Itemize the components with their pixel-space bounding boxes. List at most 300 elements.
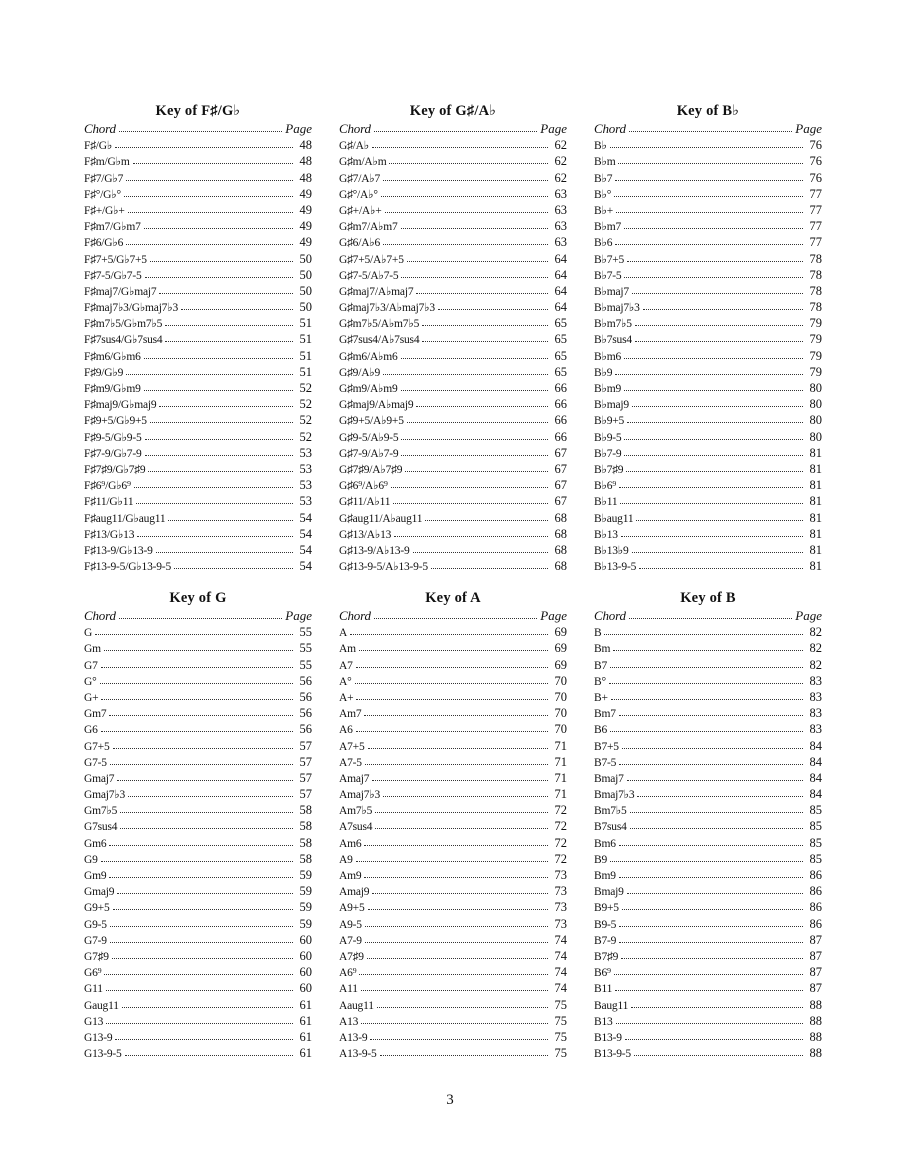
leader-dots bbox=[109, 867, 293, 878]
chord-page-number: 69 bbox=[554, 657, 567, 672]
chord-name: A13-9-5 bbox=[339, 1048, 377, 1061]
chord-column-header: Chord bbox=[84, 608, 116, 623]
chord-name: Bm bbox=[594, 643, 611, 656]
chord-page-number: 57 bbox=[299, 770, 312, 785]
chord-page-number: 50 bbox=[299, 251, 312, 266]
chord-row bbox=[339, 558, 567, 574]
chord-name: Amaj7♭3 bbox=[339, 789, 381, 802]
chord-page-number: 53 bbox=[299, 494, 312, 509]
leader-dots bbox=[394, 526, 548, 537]
chord-row bbox=[339, 218, 567, 234]
leader-dots bbox=[401, 429, 548, 440]
chord-name: B13-9-5 bbox=[594, 1048, 631, 1061]
chord-row bbox=[594, 331, 822, 347]
chord-page-number: 65 bbox=[554, 332, 567, 347]
leader-dots bbox=[422, 315, 548, 326]
chord-name: Aaug11 bbox=[339, 999, 374, 1012]
leader-dots bbox=[356, 721, 548, 732]
leader-dots bbox=[174, 558, 293, 569]
chord-page-number: 68 bbox=[554, 526, 567, 541]
chord-name: B7-9 bbox=[594, 934, 617, 947]
leader-dots bbox=[165, 331, 293, 342]
chord-row bbox=[594, 883, 822, 899]
chord-page-number: 56 bbox=[299, 706, 312, 721]
leader-dots bbox=[159, 283, 293, 294]
chord-name: B♭6⁹ bbox=[594, 480, 617, 493]
leader-dots bbox=[372, 883, 548, 894]
chord-row bbox=[84, 542, 312, 558]
leader-dots bbox=[615, 980, 803, 991]
chord-row bbox=[84, 818, 312, 834]
chord-row bbox=[84, 348, 312, 364]
leader-dots bbox=[389, 153, 548, 164]
leader-dots bbox=[604, 624, 803, 635]
page-column-header: Page bbox=[285, 608, 312, 623]
page-number: 3 bbox=[446, 1092, 454, 1108]
chord-page-number: 55 bbox=[299, 657, 312, 672]
chord-row bbox=[339, 899, 567, 915]
leader-dots bbox=[630, 818, 803, 829]
chord-page-number: 87 bbox=[809, 965, 822, 980]
chord-row bbox=[594, 315, 822, 331]
leader-dots bbox=[624, 380, 803, 391]
chord-name: B♭aug11 bbox=[594, 512, 634, 525]
chord-name: A7♯9 bbox=[339, 950, 364, 963]
chord-page-number: 49 bbox=[299, 202, 312, 217]
chord-name: B° bbox=[594, 675, 606, 688]
chord-column-header: Chord bbox=[594, 608, 626, 623]
leader-dots bbox=[401, 445, 548, 456]
chord-row bbox=[339, 412, 567, 428]
leader-dots bbox=[407, 251, 548, 262]
chord-name: G bbox=[84, 627, 93, 640]
section-title: Key of B♭ bbox=[676, 103, 740, 119]
chord-page-number: 82 bbox=[809, 625, 822, 640]
leader-dots bbox=[115, 1029, 293, 1040]
chord-column-header: Chord bbox=[594, 121, 626, 136]
chord-page-number: 70 bbox=[554, 706, 567, 721]
chord-page-number: 59 bbox=[299, 884, 312, 899]
chord-name: F♯6/G♭6 bbox=[84, 237, 124, 250]
chord-row bbox=[339, 1045, 567, 1061]
chord-page-number: 83 bbox=[809, 689, 822, 704]
chord-page-number: 71 bbox=[554, 770, 567, 785]
leader-dots bbox=[117, 883, 293, 894]
leader-dots bbox=[619, 835, 803, 846]
chord-row bbox=[339, 689, 567, 705]
chord-page-number: 76 bbox=[809, 170, 822, 185]
chord-page-number: 78 bbox=[809, 300, 822, 315]
chord-page-number: 75 bbox=[554, 1013, 567, 1028]
chord-row bbox=[84, 299, 312, 315]
chord-name: B♭7+5 bbox=[594, 253, 625, 266]
chord-row bbox=[339, 348, 567, 364]
chord-page-number: 75 bbox=[554, 1029, 567, 1044]
chord-page-number: 81 bbox=[809, 510, 822, 525]
chord-name: B♭13 bbox=[594, 528, 618, 541]
chord-name: Bmaj9 bbox=[594, 886, 624, 899]
chord-name: G6 bbox=[84, 724, 98, 737]
chord-page-number: 57 bbox=[299, 754, 312, 769]
chord-row bbox=[594, 980, 822, 996]
chord-page-number: 65 bbox=[554, 316, 567, 331]
chord-name: B7-5 bbox=[594, 756, 617, 769]
leader-dots bbox=[104, 964, 293, 975]
chord-row bbox=[339, 510, 567, 526]
chord-row bbox=[84, 997, 312, 1013]
chord-name: F♯9-5/G♭9-5 bbox=[84, 431, 142, 444]
chord-row bbox=[84, 558, 312, 574]
leader-dots bbox=[610, 657, 803, 668]
chord-row bbox=[339, 170, 567, 186]
chord-row bbox=[594, 640, 822, 656]
chord-page-number: 85 bbox=[809, 803, 822, 818]
chord-row bbox=[339, 932, 567, 948]
chord-page-number: 58 bbox=[299, 819, 312, 834]
chord-page-number: 73 bbox=[554, 900, 567, 915]
chord-row bbox=[594, 234, 822, 250]
chord-page-number: 81 bbox=[809, 542, 822, 557]
chord-row bbox=[84, 331, 312, 347]
chord-row bbox=[84, 186, 312, 202]
chord-page-number: 57 bbox=[299, 738, 312, 753]
chord-page-number: 72 bbox=[554, 803, 567, 818]
chord-name: Amaj7 bbox=[339, 772, 370, 785]
section-title: Key of F♯/G♭ bbox=[155, 103, 241, 119]
chord-row bbox=[339, 429, 567, 445]
leader-dots bbox=[145, 429, 293, 440]
leader-dots bbox=[621, 526, 803, 537]
leader-dots bbox=[383, 364, 548, 375]
chord-row bbox=[339, 251, 567, 267]
chord-page-number: 69 bbox=[554, 641, 567, 656]
chord-name: Bm7♭5 bbox=[594, 805, 627, 818]
chord-name: G♯maj9/A♭maj9 bbox=[339, 399, 414, 412]
chord-page-number: 68 bbox=[554, 559, 567, 574]
leader-dots bbox=[626, 461, 803, 472]
leader-dots bbox=[613, 640, 803, 651]
chord-name: F♯+/G♭+ bbox=[84, 204, 125, 217]
leader-dots bbox=[627, 883, 803, 894]
chord-name: Gmaj7♭3 bbox=[84, 789, 126, 802]
leader-dots bbox=[148, 461, 293, 472]
chord-name: Bm6 bbox=[594, 837, 616, 850]
chord-row bbox=[84, 721, 312, 737]
chord-page-number: 84 bbox=[809, 770, 822, 785]
leader-dots bbox=[109, 705, 293, 716]
chord-page-number: 62 bbox=[554, 138, 567, 153]
chord-row bbox=[84, 412, 312, 428]
chord-name: Am7♭5 bbox=[339, 805, 373, 818]
chord-row bbox=[339, 137, 567, 153]
chord-name: F♯m9/G♭m9 bbox=[84, 383, 141, 395]
chord-row bbox=[594, 932, 822, 948]
leader-dots bbox=[112, 948, 293, 959]
chord-name: B♭13-9-5 bbox=[594, 561, 637, 574]
leader-dots bbox=[106, 980, 293, 991]
chord-row bbox=[84, 267, 312, 283]
leader-dots bbox=[636, 510, 803, 521]
chord-name: A7-5 bbox=[339, 756, 362, 769]
chord-page-number: 53 bbox=[299, 478, 312, 493]
chord-page-number: 81 bbox=[809, 494, 822, 509]
chord-name: B♭m7 bbox=[594, 221, 621, 234]
chord-name: Gmaj9 bbox=[84, 886, 115, 899]
chord-page-number: 63 bbox=[554, 202, 567, 217]
chord-page-number: 74 bbox=[554, 981, 567, 996]
chord-name: B♭9 bbox=[594, 366, 613, 379]
chord-name: A9+5 bbox=[339, 902, 365, 915]
chord-page-number: 86 bbox=[809, 884, 822, 899]
chord-row bbox=[339, 721, 567, 737]
chord-row bbox=[339, 461, 567, 477]
leader-dots bbox=[609, 673, 803, 684]
leader-dots bbox=[635, 331, 803, 342]
column-header-row bbox=[84, 121, 312, 137]
chord-row bbox=[594, 964, 822, 980]
chord-row bbox=[594, 997, 822, 1013]
chord-row bbox=[594, 526, 822, 542]
chord-row bbox=[339, 396, 567, 412]
leader-dots bbox=[144, 380, 293, 391]
leader-dots bbox=[356, 657, 548, 668]
leader-dots bbox=[145, 267, 293, 278]
chord-row bbox=[594, 299, 822, 315]
chord-name: G13-9 bbox=[84, 1031, 113, 1044]
leader-dots bbox=[375, 818, 548, 829]
chord-name: F♯7/G♭7 bbox=[84, 172, 124, 185]
leader-dots bbox=[145, 445, 293, 456]
leader-dots bbox=[126, 234, 293, 245]
chord-row bbox=[339, 283, 567, 299]
chord-row bbox=[84, 364, 312, 380]
chord-name: G♯9+5/A♭9+5 bbox=[339, 415, 404, 428]
page-column-header: Page bbox=[795, 121, 822, 136]
chord-row bbox=[84, 234, 312, 250]
leader-dots bbox=[632, 542, 803, 553]
chord-page-number: 88 bbox=[809, 1013, 822, 1028]
chord-page-number: 57 bbox=[299, 787, 312, 802]
chord-row bbox=[339, 640, 567, 656]
chord-name: F♯maj7/G♭maj7 bbox=[84, 285, 157, 298]
chord-row bbox=[84, 754, 312, 770]
leader-dots bbox=[128, 786, 293, 797]
chord-page-number: 67 bbox=[554, 461, 567, 476]
chord-page-number: 83 bbox=[809, 706, 822, 721]
leader-dots bbox=[621, 948, 803, 959]
chord-name: G° bbox=[84, 675, 97, 688]
chord-page-number: 59 bbox=[299, 916, 312, 931]
chord-row bbox=[339, 1029, 567, 1045]
chord-page-number: 74 bbox=[554, 948, 567, 963]
leader-dots bbox=[619, 867, 803, 878]
chord-page-number: 59 bbox=[299, 900, 312, 915]
chord-name: A7-9 bbox=[339, 934, 362, 947]
chord-page-number: 66 bbox=[554, 381, 567, 395]
chord-name: G6⁹ bbox=[84, 967, 102, 980]
chord-page-number: 54 bbox=[299, 542, 312, 557]
chord-page-number: 51 bbox=[299, 332, 312, 347]
chord-name: G7-9 bbox=[84, 934, 107, 947]
leader-dots bbox=[619, 932, 803, 943]
chord-page-number: 88 bbox=[809, 1046, 822, 1061]
chord-row bbox=[339, 867, 567, 883]
chord-row bbox=[339, 234, 567, 250]
chord-name: B bbox=[594, 627, 602, 640]
chord-row bbox=[594, 1013, 822, 1029]
chord-name: B♭m7♭5 bbox=[594, 318, 632, 331]
leader-dots bbox=[381, 186, 548, 197]
chord-name: G♯m/A♭m bbox=[339, 156, 387, 169]
chord-name: G♯°/A♭° bbox=[339, 188, 378, 201]
chord-name: G7+5 bbox=[84, 740, 110, 753]
page-column-header: Page bbox=[540, 608, 567, 623]
chord-page-number: 68 bbox=[554, 510, 567, 525]
chord-name: G♯7+5/A♭7+5 bbox=[339, 253, 404, 266]
chord-page-number: 61 bbox=[299, 997, 312, 1012]
leader-dots bbox=[150, 251, 293, 262]
leader-dots bbox=[401, 380, 548, 391]
chord-name: B♭6 bbox=[594, 237, 613, 250]
chord-name: A13-9 bbox=[339, 1031, 368, 1044]
chord-page-number: 70 bbox=[554, 722, 567, 737]
chord-name: B6 bbox=[594, 724, 608, 737]
chord-page-number: 67 bbox=[554, 445, 567, 460]
leader-dots bbox=[619, 705, 803, 716]
chord-row bbox=[594, 461, 822, 477]
chord-row bbox=[594, 283, 822, 299]
leader-dots bbox=[383, 234, 548, 245]
leader-dots bbox=[413, 542, 548, 553]
chord-row bbox=[84, 624, 312, 640]
chord-row bbox=[594, 657, 822, 673]
chord-page-number: 77 bbox=[809, 219, 822, 234]
leader-dots bbox=[365, 754, 548, 765]
chord-name: F♯/G♭ bbox=[84, 140, 113, 153]
chord-page-number: 70 bbox=[554, 689, 567, 704]
leader-dots bbox=[110, 754, 293, 765]
leader-dots bbox=[629, 608, 793, 619]
chord-page-number: 85 bbox=[809, 851, 822, 866]
leader-dots bbox=[619, 754, 803, 765]
chord-page-number: 58 bbox=[299, 851, 312, 866]
leader-dots bbox=[95, 624, 293, 635]
chord-row bbox=[339, 738, 567, 754]
chord-page-number: 64 bbox=[554, 267, 567, 282]
leader-dots bbox=[610, 851, 803, 862]
chord-name: G♯13-9-5/A♭13-9-5 bbox=[339, 561, 428, 574]
chord-page-number: 78 bbox=[809, 267, 822, 282]
chord-page-number: 81 bbox=[809, 461, 822, 476]
chord-row bbox=[594, 429, 822, 445]
chord-row bbox=[594, 477, 822, 493]
chord-name: B♭ bbox=[594, 140, 607, 153]
chord-row bbox=[339, 835, 567, 851]
chord-name: F♯m7/G♭m7 bbox=[84, 221, 141, 234]
chord-name: F♯9/G♭9 bbox=[84, 366, 124, 379]
leader-dots bbox=[416, 283, 548, 294]
chord-name: B♭9+5 bbox=[594, 415, 625, 428]
chord-name: G♯13-9/A♭13-9 bbox=[339, 544, 410, 557]
chord-row bbox=[339, 997, 567, 1013]
leader-dots bbox=[159, 396, 293, 407]
chord-row bbox=[339, 948, 567, 964]
chord-page-number: 51 bbox=[299, 316, 312, 331]
leader-dots bbox=[416, 396, 548, 407]
leader-dots bbox=[109, 835, 293, 846]
chord-page-number: 56 bbox=[299, 689, 312, 704]
leader-dots bbox=[425, 510, 548, 521]
chord-name: G♯maj7/A♭maj7 bbox=[339, 285, 414, 298]
chord-name: F♯7+5/G♭7+5 bbox=[84, 253, 147, 266]
chord-row bbox=[84, 526, 312, 542]
chord-page-number: 85 bbox=[809, 819, 822, 834]
chord-name: B♭9-5 bbox=[594, 431, 622, 444]
chord-name: Gm7 bbox=[84, 708, 107, 721]
chord-name: B♭maj7♭3 bbox=[594, 302, 640, 315]
chord-page-number: 64 bbox=[554, 283, 567, 298]
chord-name: A+ bbox=[339, 691, 354, 704]
chord-row bbox=[594, 137, 822, 153]
chord-row bbox=[594, 721, 822, 737]
column-header-row bbox=[594, 121, 822, 137]
leader-dots bbox=[350, 624, 548, 635]
chord-name: F♯7-9/G♭7-9 bbox=[84, 447, 142, 460]
leader-dots bbox=[125, 1045, 293, 1056]
chord-name: A6 bbox=[339, 724, 353, 737]
chord-row bbox=[84, 851, 312, 867]
chord-page-number: 53 bbox=[299, 461, 312, 476]
chord-name: G♯7-5/A♭7-5 bbox=[339, 269, 399, 282]
leader-dots bbox=[616, 202, 803, 213]
chord-name: F♯m7♭5/G♭m7♭5 bbox=[84, 318, 163, 331]
chord-name: F♯m/G♭m bbox=[84, 156, 130, 169]
chord-page-number: 70 bbox=[554, 673, 567, 688]
chord-page-number: 84 bbox=[809, 787, 822, 802]
chord-row bbox=[339, 493, 567, 509]
chord-page-number: 52 bbox=[299, 413, 312, 428]
chord-name: G13-9-5 bbox=[84, 1048, 122, 1061]
leader-dots bbox=[632, 283, 803, 294]
column-header-row bbox=[594, 608, 822, 624]
chord-page-number: 49 bbox=[299, 219, 312, 234]
chord-name: F♯°/G♭° bbox=[84, 188, 121, 201]
leader-dots bbox=[144, 218, 293, 229]
chord-row bbox=[594, 510, 822, 526]
chord-name: F♯7sus4/G♭7sus4 bbox=[84, 334, 163, 347]
leader-dots bbox=[401, 218, 548, 229]
chord-name: B♭7 bbox=[594, 172, 613, 185]
leader-dots bbox=[356, 851, 548, 862]
chord-page-number: 59 bbox=[299, 868, 312, 882]
leader-dots bbox=[113, 738, 294, 749]
chord-name: B7sus4 bbox=[594, 821, 627, 834]
leader-dots bbox=[624, 218, 803, 229]
chord-row bbox=[339, 1013, 567, 1029]
leader-dots bbox=[374, 121, 538, 132]
chord-row bbox=[594, 770, 822, 786]
chord-page-number: 54 bbox=[299, 559, 312, 574]
chord-row bbox=[84, 640, 312, 656]
leader-dots bbox=[627, 251, 803, 262]
chord-row bbox=[84, 429, 312, 445]
chord-row bbox=[339, 964, 567, 980]
chord-name: B7+5 bbox=[594, 740, 619, 753]
chord-name: A7+5 bbox=[339, 740, 365, 753]
chord-name: A° bbox=[339, 675, 352, 688]
leader-dots bbox=[364, 705, 548, 716]
chord-name: G♯m7/A♭m7 bbox=[339, 221, 398, 234]
